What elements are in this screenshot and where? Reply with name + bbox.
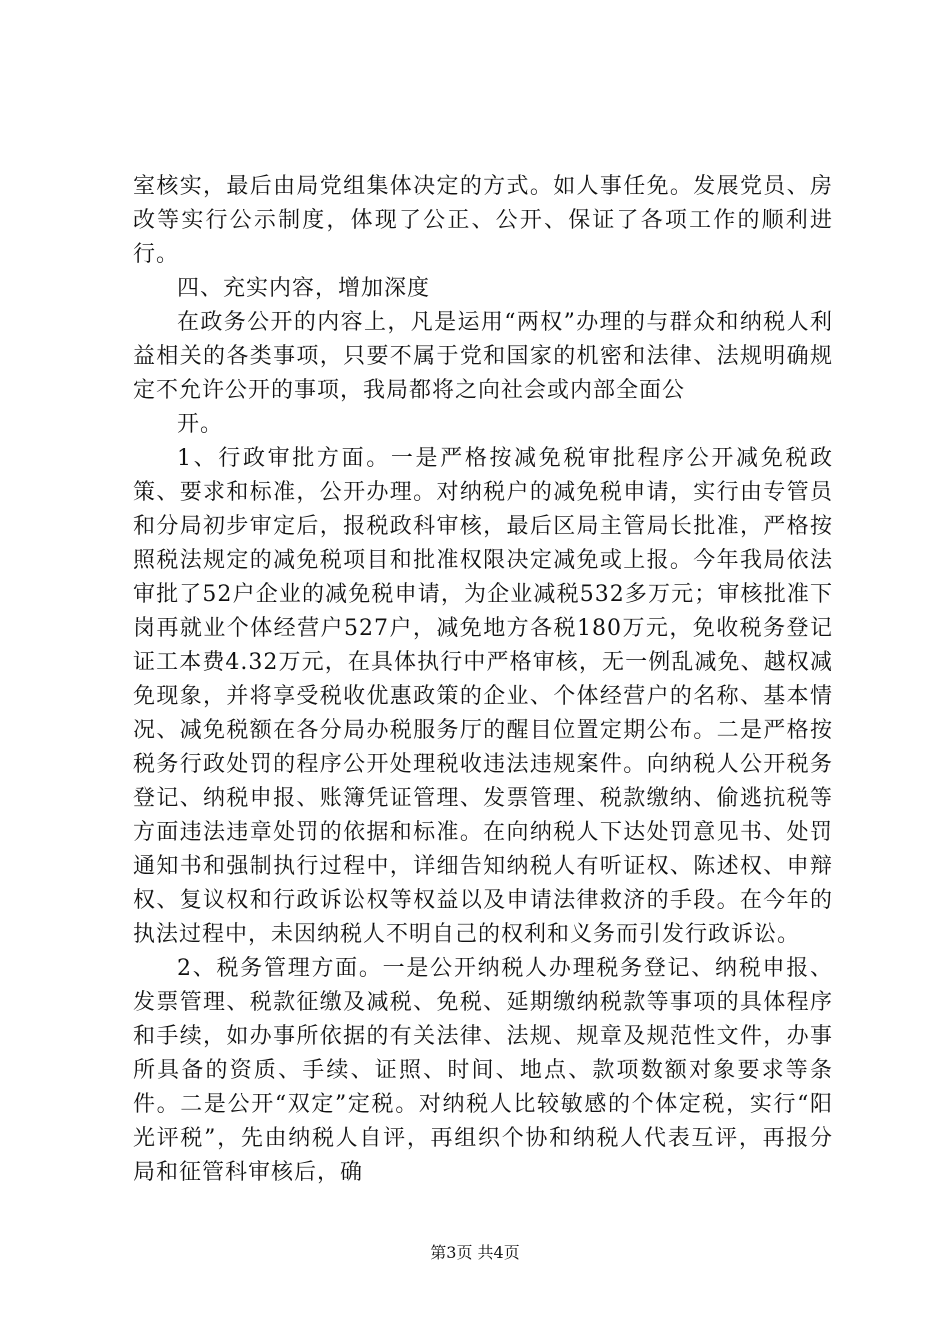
page-footer: 第3页 共4页 bbox=[430, 1243, 520, 1262]
paragraph-1: 室核实，最后由局党组集体决定的方式。如人事任免。发展党员、房改等实行公示制度，体现了公正、公开、保证了各项工作的顺利进行。 bbox=[133, 174, 833, 267]
document-body bbox=[133, 170, 833, 1190]
paragraph-3: 开。 bbox=[177, 412, 224, 437]
paragraph-5: 2、税务管理方面。一是公开纳税人办理税务登记、纳税申报、发票管理、税款征缴及减税、免税、延期缴纳税款等事项的具体程序和手续，如办事所依据的有关法律、法规、规章及规范性文件，办事所具备的资质、手续、证照、时间、地点、款项数额对象要求等条件。二是公开“双定”定税。对纳税人比较敏感的个体定税，实行“阳光评税”，先由纳税人自评，再组织个协和纳税人代表互评，再报分局和征管科审核后，确 bbox=[133, 956, 833, 1185]
paragraph-2: 在政务公开的内容上，凡是运用“两权”办理的与群众和纳税人利益相关的各类事项，只要不属于党和国家的机密和法律、法规明确规定不允许公开的事项，我局都将之向社会或内部全面公 bbox=[133, 310, 833, 403]
section-heading: 四、充实内容，增加深度 bbox=[177, 276, 431, 301]
paragraph-4: 1、行政审批方面。一是严格按减免税审批程序公开减免税政策、要求和标准，公开办理。对纳税户的减免税申请，实行由专管员和分局初步审定后，报税政科审核，最后区局主管局长批准，严格按照税法规定的减免税项目和批准权限决定减免或上报。今年我局依法审批了52户企业的减免税申请，为企业减税532多万元；审核批准下岗再就业个体经营户527户，减免地方各税180万元，免收税务登记证工本费4.32万元，在具体执行中严格审核，无一例乱减免、越权减免现象，并将享受税收优惠政策的企业、个体经营户的名称、基本情况、减免税额在各分局办税服务厅的醒目位置定期公布。二是严格按税务行政处罚的程序公开处理税收违法违规案件。向纳税人公开税务登记、纳税申报、账簿凭证管理、发票管理、税款缴纳、偷逃抗税等方面违法违章处罚的依据和标准。在向纳税人下达处罚意见书、处罚通知书和强制执行过程中，详细告知纳税人有听证权、陈述权、申辩权、复议权和行政诉讼权等权益以及申请法律救济的手段。在今年的执法过程中，未因纳税人不明自己的权利和义务而引发行政诉讼。 bbox=[133, 446, 834, 947]
